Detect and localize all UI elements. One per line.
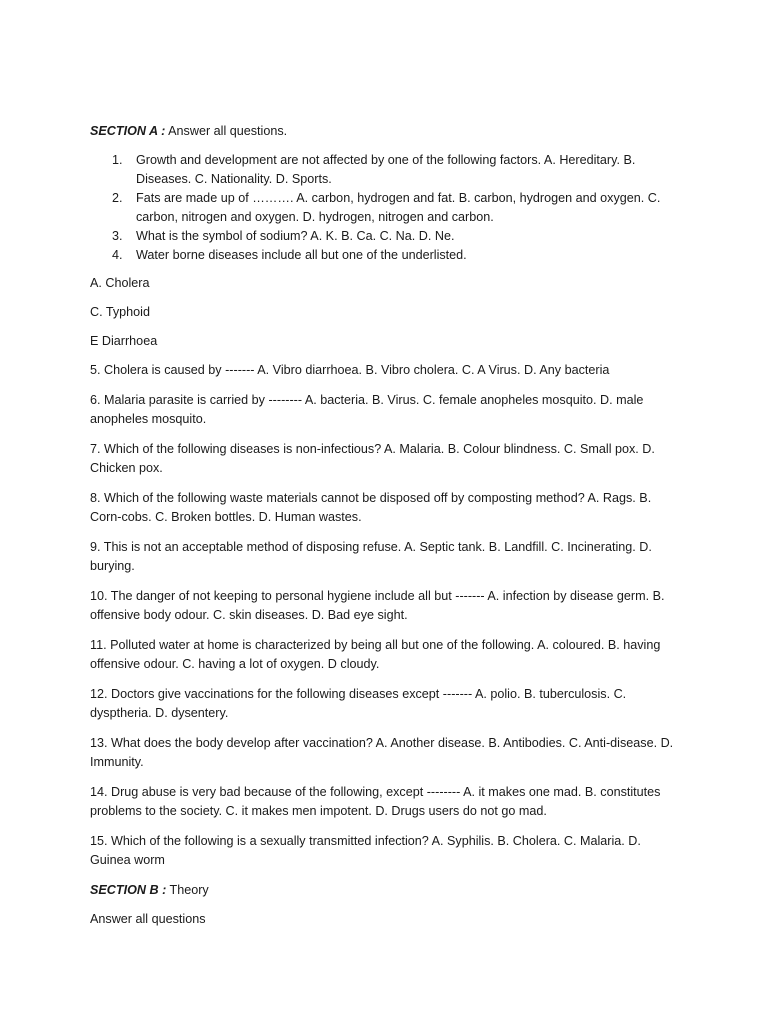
question-number: 2.: [112, 191, 123, 205]
question-14: 14. Drug abuse is very bad because of the following, except -------- A. it makes one mad. B. constitutes problems to the society. C. it makes men impotent. D. Drugs users do not go mad.: [90, 784, 661, 818]
answer-option: E Diarrhoea: [90, 334, 158, 348]
list-item: [112, 227, 680, 246]
question-5: 5. Cholera is caused by ------- A. Vibro diarrhoea. B. Vibro cholera. C. A Virus. D. Any bacteria: [90, 363, 610, 377]
section-a-label: SECTION A :: [90, 124, 166, 138]
list-item: [112, 151, 680, 189]
question-text: Water borne diseases include all but one of the underlisted.: [136, 248, 467, 262]
section-a-heading: [90, 122, 680, 140]
question-7: 7. Which of the following diseases is non-infectious? A. Malaria. B. Colour blindness. C. Small pox. D. Chicken pox.: [90, 441, 655, 475]
answer-option: A. Cholera: [90, 276, 150, 290]
question-12: 12. Doctors give vaccinations for the following diseases except ------- A. polio. B. tuberculosis. C. dysptheria. D. dysentery.: [90, 686, 627, 720]
question-text: Fats are made up of ………. A. carbon, hydrogen and fat. B. carbon, hydrogen and oxygen. C. carbon, nitrogen and oxygen. D. hydrogen, nitrogen and carbon.: [136, 191, 661, 224]
question-8: 8. Which of the following waste materials cannot be disposed off by composting method? A. Rags. B. Corn-cobs. C. Broken bottles. D. Human wastes.: [90, 490, 652, 524]
list-item: [112, 246, 680, 265]
section-a-instruction: Answer all questions.: [165, 124, 288, 138]
question-number: 3.: [112, 229, 123, 243]
question-text: Growth and development are not affected by one of the following factors. A. Hereditary. B. Diseases. C. Nationality. D. Sports.: [136, 153, 636, 186]
question-6: 6. Malaria parasite is carried by -------- A. bacteria. B. Virus. C. female anopheles mosquito. D. male anopheles mosquito.: [90, 392, 644, 426]
question-11: 11. Polluted water at home is characterized by being all but one of the following. A. coloured. B. having offensive odour. C. having a lot of oxygen. D cloudy.: [90, 637, 661, 671]
question-text: What is the symbol of sodium? A. K. B. Ca. C. Na. D. Ne.: [136, 229, 455, 243]
section-b-heading: [90, 881, 680, 899]
question-10: 10. The danger of not keeping to personal hygiene include all but ------- A. infection by disease germ. B. offensive body odour. C. skin diseases. D. Bad eye sight.: [90, 588, 665, 622]
exam-page: [90, 122, 680, 939]
section-b-instruction: Answer all questions: [90, 911, 206, 926]
question-number: 1.: [112, 153, 123, 167]
question-15: 15. Which of the following is a sexually transmitted infection? A. Syphilis. B. Cholera. C. Malaria. D. Guinea worm: [90, 833, 641, 867]
question-9: 9. This is not an acceptable method of disposing refuse. A. Septic tank. B. Landfill. C. Incinerating. D. burying.: [90, 539, 652, 573]
section-b-label: SECTION B :: [90, 882, 167, 897]
numbered-question-list: [90, 151, 680, 265]
section-b-title: Theory: [166, 882, 209, 897]
list-item: [112, 189, 680, 227]
question-number: 4.: [112, 248, 123, 262]
question-13: 13. What does the body develop after vaccination? A. Another disease. B. Antibodies. C. Anti-disease. D. Immunity.: [90, 735, 674, 769]
answer-option: C. Typhoid: [90, 305, 150, 319]
